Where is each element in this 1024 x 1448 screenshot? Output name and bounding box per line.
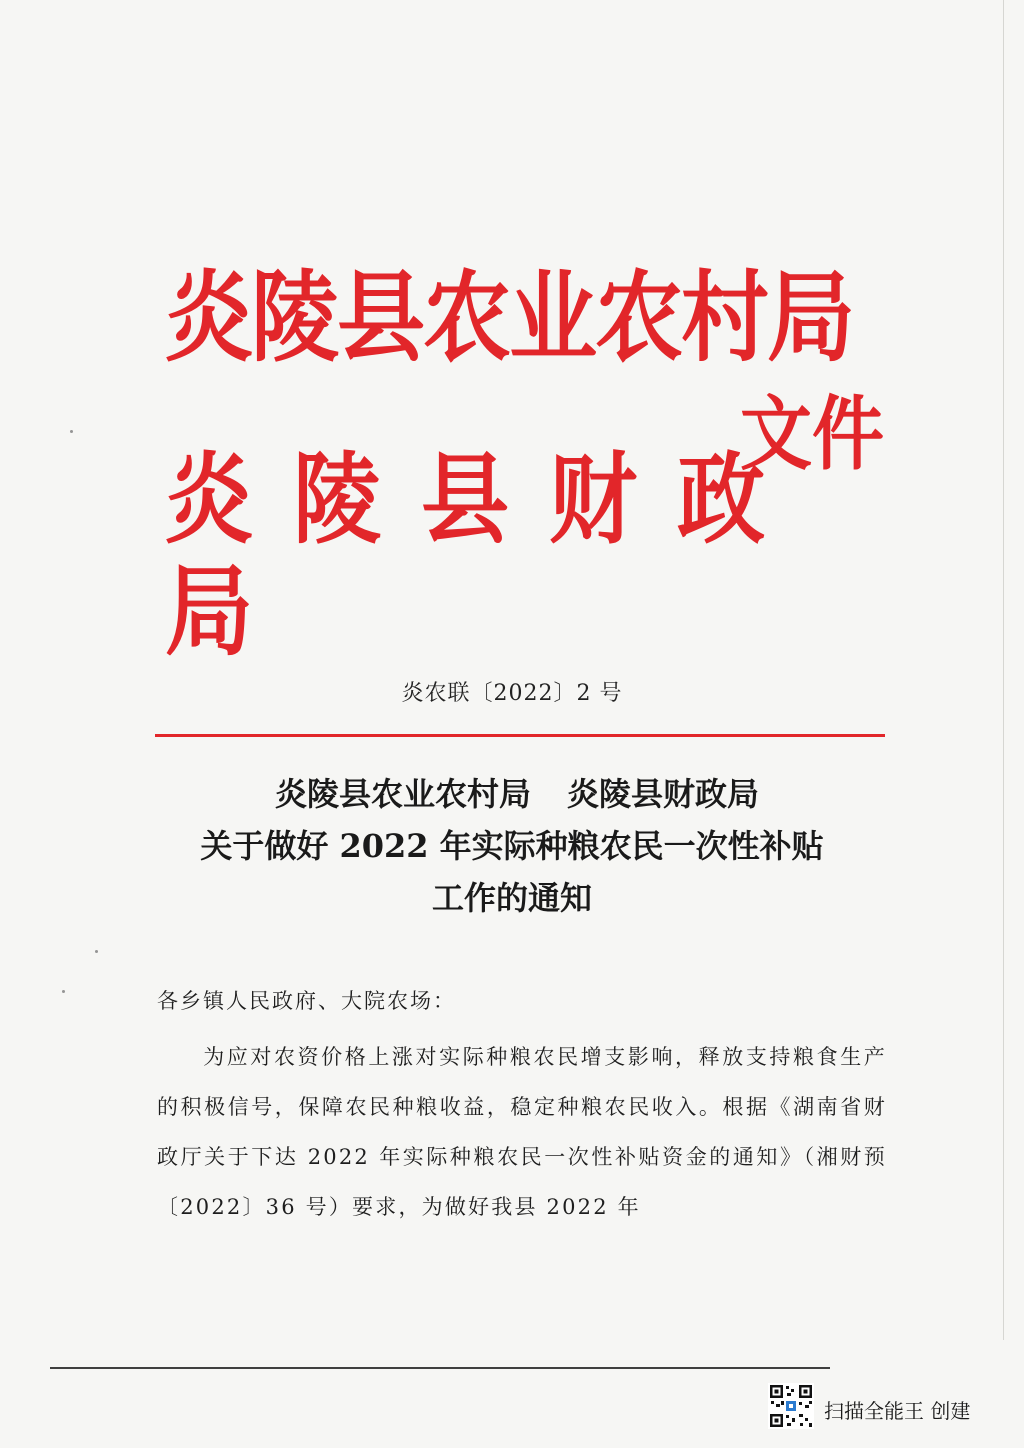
- scan-speck: [62, 990, 65, 993]
- title-line-3: 工作的通知: [431, 879, 592, 917]
- title-line-1: [10, 768, 1024, 820]
- scan-speck: [70, 430, 73, 433]
- scan-edge-line: [50, 1367, 830, 1369]
- qr-code-icon: [768, 1383, 814, 1429]
- document-suffix: 文件: [740, 387, 885, 482]
- scan-speck: [95, 950, 98, 953]
- issuer-finance-bureau: 炎陵县财政局: [165, 441, 806, 670]
- salutation: 各乡镇人民政府、大院农场：: [157, 989, 456, 1013]
- issuer-agriculture-bureau: 炎陵县农业农村局: [165, 259, 854, 376]
- title-issuer-1: 炎陵县农业农村局: [274, 775, 531, 813]
- scanner-watermark: [768, 1383, 1008, 1433]
- document-title: [0, 768, 1024, 924]
- title-line-2: 关于做好 2022 年实际种粮农民一次性补贴: [200, 827, 824, 865]
- title-issuer-2: 炎陵县财政局: [567, 775, 760, 813]
- body-paragraph: 为应对农资价格上涨对实际种粮农民增支影响，释放支持粮食生产的积极信号，保障农民种粮收益，稳定种粮农民收入。根据《湖南省财政厅关于下达 2022 年实际种粮农民一次性补贴资金的通知》（湘财预〔2022〕36 号）要求，为做好我县 2022 年: [157, 1045, 887, 1219]
- document-number: 炎农联〔2022〕2 号: [401, 681, 623, 706]
- red-divider: [155, 734, 885, 737]
- document-header: [165, 259, 885, 670]
- scan-edge: [1003, 0, 1004, 1340]
- scanner-app-label: 扫描全能王 创建: [824, 1399, 971, 1423]
